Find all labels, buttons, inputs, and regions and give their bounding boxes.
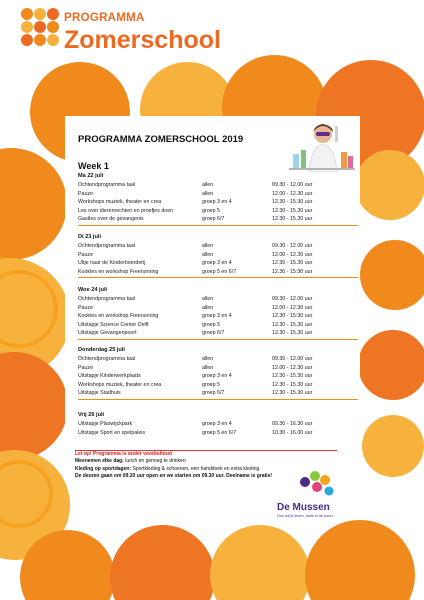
day-block bbox=[78, 346, 358, 400]
schedule-row bbox=[78, 389, 358, 398]
group-cell: groep 3 en 4 bbox=[202, 199, 232, 206]
day-divider bbox=[78, 399, 358, 400]
organizer-tagline: Hoe wil je leven, thuis in de buurt bbox=[277, 514, 333, 518]
schedule-row bbox=[78, 429, 358, 438]
group-cell: groep 5 bbox=[202, 381, 220, 388]
schedule-card bbox=[65, 116, 360, 483]
day-block bbox=[78, 286, 358, 340]
group-cell: groep 3 en 4 bbox=[202, 313, 232, 320]
deco-circle bbox=[355, 150, 424, 220]
group-cell: groep 6/7 bbox=[202, 216, 225, 223]
schedule-row bbox=[78, 381, 358, 390]
group-cell: groep 6/7 bbox=[202, 330, 225, 337]
week-title: Week 1 bbox=[78, 161, 109, 171]
schedule-row bbox=[78, 304, 358, 313]
deco-circle bbox=[0, 352, 68, 460]
activity-cell: Pauze bbox=[78, 251, 94, 258]
time-cell: 12.30 - 15.30 uur bbox=[272, 260, 313, 267]
deco-circle bbox=[110, 525, 215, 600]
group-cell: allen bbox=[202, 251, 214, 258]
activity-cell: Kookles en workshop Freerunning bbox=[78, 268, 159, 275]
activity-cell: Ochtendprogramma taal bbox=[78, 296, 136, 302]
schedule-row bbox=[78, 198, 358, 207]
group-cell: allen bbox=[202, 190, 214, 197]
time-cell: 12.00 - 12.30 uur bbox=[272, 251, 313, 258]
programme-logo-icon bbox=[21, 8, 59, 46]
day-divider bbox=[78, 339, 358, 340]
day-divider bbox=[78, 225, 358, 226]
activity-cell: Uitstapje Kinderwerkplaats bbox=[78, 373, 141, 380]
activity-cell: Uitstapje Stadhuis bbox=[78, 390, 121, 397]
group-cell: groep 5 en 6/7 bbox=[202, 268, 237, 275]
deco-circle bbox=[358, 330, 424, 400]
deco-circle bbox=[305, 520, 415, 600]
warning-text: Let op! Programma is onder voorbehoud bbox=[75, 451, 172, 457]
time-cell: 12.30 - 15:30 uur bbox=[272, 313, 313, 320]
schedule-row bbox=[78, 295, 358, 304]
deco-circle bbox=[0, 148, 67, 260]
group-cell: groep 3 en 4 bbox=[202, 421, 232, 427]
header-kicker: PROGRAMMA bbox=[64, 12, 145, 24]
activity-cell: Ochtendprogramma taal bbox=[78, 243, 136, 249]
schedule-row bbox=[78, 420, 358, 429]
day-label: Ma 22 juli bbox=[78, 173, 104, 179]
activity-cell: Ochtendprogramma taal bbox=[78, 182, 136, 188]
organizer-name: De Mussen bbox=[277, 502, 330, 513]
schedule-row bbox=[78, 242, 358, 251]
activity-cell: Uitstapje Sport en spelpaleis bbox=[78, 429, 146, 436]
time-cell: 09.30 - 12.00 uur bbox=[272, 243, 313, 249]
time-cell: 10.30 - 16.00 uur bbox=[272, 429, 313, 436]
schedule-row bbox=[78, 251, 358, 260]
time-cell: 09.30 - 12.00 uur bbox=[272, 182, 313, 188]
group-cell: groep 5 bbox=[202, 207, 220, 214]
card-title: PROGRAMMA ZOMERSCHOOL 2019 bbox=[78, 134, 244, 145]
day-block bbox=[78, 233, 358, 278]
activity-cell: Kookles en workshop Freerunning bbox=[78, 313, 159, 320]
group-cell: groep 6/7 bbox=[202, 390, 225, 397]
activity-cell: Uitstapje Gevangenpoort bbox=[78, 330, 137, 337]
time-cell: 12.00 - 12.30 uur bbox=[272, 364, 313, 371]
time-cell: 12.30 - 15.30 uur bbox=[272, 199, 313, 206]
group-cell: allen bbox=[202, 304, 214, 311]
deco-circle bbox=[360, 240, 424, 310]
activity-cell: Gastles over de gevangenis bbox=[78, 216, 144, 223]
schedule-row bbox=[78, 259, 358, 268]
activity-cell: Uitstapje Plaswijckpark bbox=[78, 421, 133, 427]
group-cell: groep 5 en 6/7 bbox=[202, 429, 237, 436]
time-cell: 12.30 - 15.30 uur bbox=[272, 321, 313, 328]
day-block bbox=[78, 411, 358, 437]
activity-cell: Pauze bbox=[78, 190, 94, 197]
schedule-row bbox=[78, 355, 358, 364]
schedule-row bbox=[78, 190, 358, 199]
schedule-row bbox=[78, 329, 358, 338]
schedule-row bbox=[78, 268, 358, 277]
schedule-row bbox=[78, 207, 358, 216]
activity-cell: Ochtendprogramma taal bbox=[78, 356, 136, 362]
group-cell: groep 3 en 4 bbox=[202, 260, 232, 267]
group-cell: groep 5 bbox=[202, 321, 220, 328]
deco-circle bbox=[210, 525, 310, 600]
group-cell: groep 3 en 4 bbox=[202, 373, 232, 380]
schedule-row bbox=[78, 181, 358, 190]
time-cell: 09.30 - 16.30 uur bbox=[272, 421, 313, 427]
time-cell: 09.30 - 12.00 uur bbox=[272, 296, 313, 302]
day-label: Woe 24 juli bbox=[78, 287, 108, 293]
activity-cell: Uitje naar de Kinderboerderij bbox=[78, 260, 146, 267]
doors-line: De deuren gaan om 09.20 uur open en we starten om 09.30 uur. Deelname is gratis! bbox=[75, 472, 273, 479]
activity-cell: Les over dierenrechten en proefjes doen bbox=[78, 207, 174, 214]
group-cell: allen bbox=[202, 364, 214, 371]
activity-cell: Workshops muziek, theater en crea bbox=[78, 381, 162, 388]
time-cell: 09.30 - 12.00 uur bbox=[272, 356, 313, 362]
bring-line: Meenemen elke dag: lunch en genoeg te drinken bbox=[75, 458, 186, 465]
activity-cell: Workshops muziek, theater en crea bbox=[78, 199, 162, 206]
time-cell: 12.30 - 15.30 uur bbox=[272, 330, 313, 337]
schedule-row bbox=[78, 312, 358, 321]
time-cell: 12.30 - 15.30 uur bbox=[272, 207, 313, 214]
deco-circle bbox=[362, 415, 424, 477]
time-cell: 12.30 - 15:30 uur bbox=[272, 268, 313, 275]
time-cell: 12.00 - 12.30 uur bbox=[272, 304, 313, 311]
group-cell: allen bbox=[202, 243, 214, 249]
sports-line: Kleding op sportdagen: Sportkleding & schoenen, een handdoek en extra kleding bbox=[75, 465, 260, 472]
day-label: Vrij 26 juli bbox=[78, 412, 105, 418]
schedule-row bbox=[78, 321, 358, 330]
time-cell: 12.30 - 15.30 uur bbox=[272, 381, 313, 388]
activity-cell: Pauze bbox=[78, 304, 94, 311]
time-cell: 12.30 - 15.30 uur bbox=[272, 390, 313, 397]
schedule-row bbox=[78, 372, 358, 381]
header-title: Zomerschool bbox=[64, 26, 221, 54]
time-cell: 12.30 - 15.30 uur bbox=[272, 216, 313, 223]
schedule-row bbox=[78, 215, 358, 224]
day-block bbox=[78, 172, 358, 226]
activity-cell: Uitstapje Science Center Delft bbox=[78, 321, 149, 328]
group-cell: allen bbox=[202, 296, 214, 302]
day-label: Donderdag 25 juli bbox=[78, 347, 125, 353]
group-cell: allen bbox=[202, 356, 214, 362]
time-cell: 12.30 - 15.30 uur bbox=[272, 373, 313, 380]
day-divider bbox=[78, 277, 358, 278]
time-cell: 12.00 - 12.30 uur bbox=[272, 190, 313, 197]
schedule-row bbox=[78, 364, 358, 373]
activity-cell: Pauze bbox=[78, 364, 94, 371]
scientist-kid-illustration bbox=[287, 120, 355, 172]
group-cell: allen bbox=[202, 182, 214, 188]
day-label: Di 23 juli bbox=[78, 234, 102, 240]
